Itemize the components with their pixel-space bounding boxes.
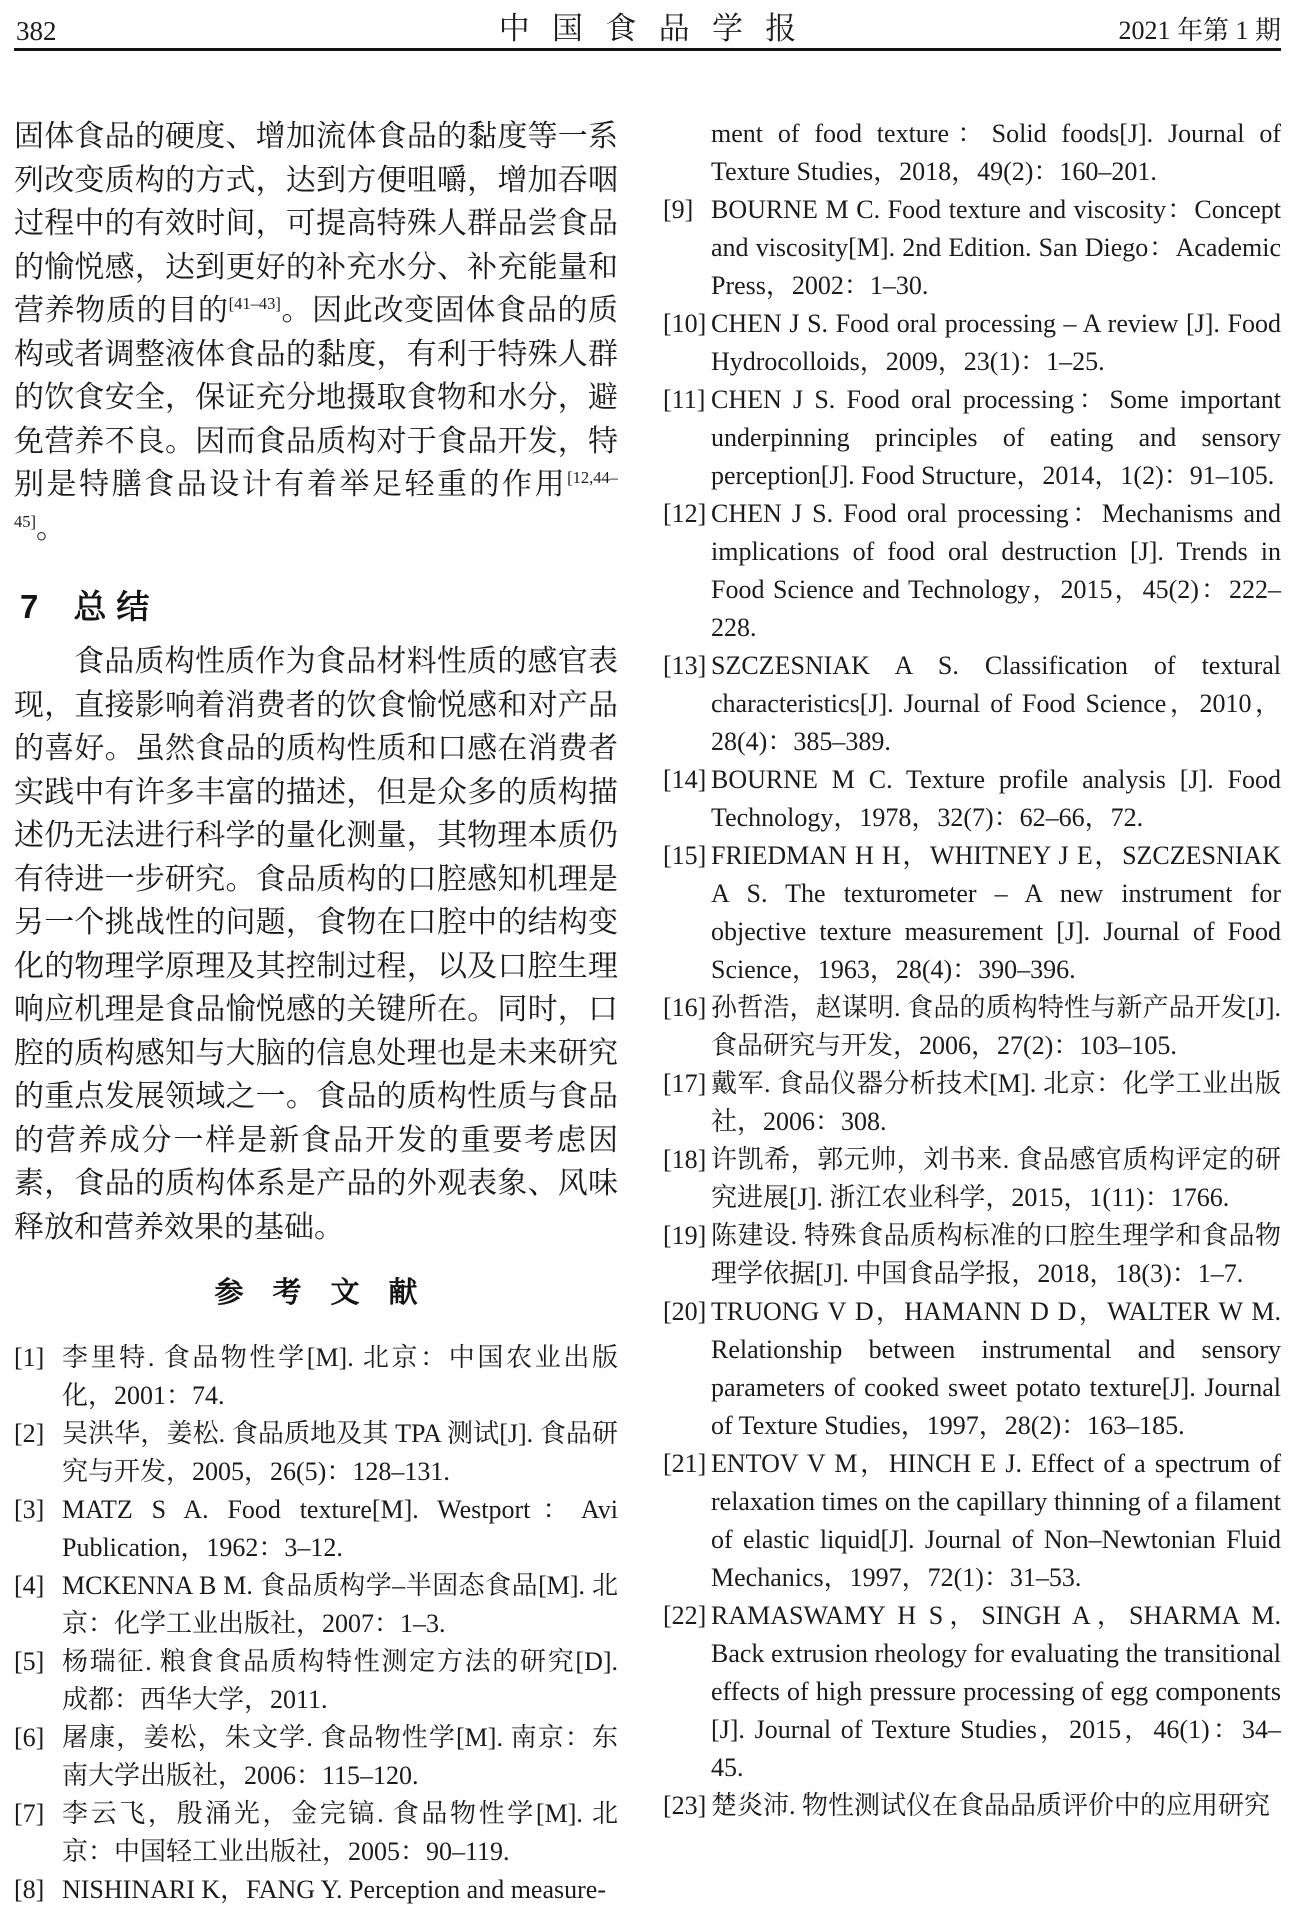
reference-text: CHEN J S. Food oral processing – A review [J]. Food Hydrocolloids，2009，23(1)：1–25. [711,309,1281,376]
page-number: 382 [16,16,57,46]
reference-item [663,115,1281,191]
reference-item [663,381,1281,495]
references-list-left [14,1339,618,1909]
reference-item [14,1719,618,1795]
references-heading: 参考文献 [214,1277,447,1309]
reference-number: [1] [14,1343,45,1372]
reference-number: [17] [663,1069,707,1098]
reference-text: NISHINARI K，FANG Y. Perception and measure- [62,1875,606,1904]
reference-number: [16] [663,993,707,1022]
reference-item [14,1871,618,1909]
reference-item [663,1065,1281,1141]
reference-number: [18] [663,1145,707,1174]
references-list-right [663,115,1281,1825]
reference-text: ment of food texture：Solid foods[J]. Journal of Texture Studies，2018，49(2)：160–201. [711,119,1281,186]
paragraph-summary: 食品质构性质作为食品材料性质的感官表现，直接影响着消费者的饮食愉悦感和对产品的喜好。虽然食品的质构性质和口感在消费者实践中有许多丰富的描述，但是众多的质构描述仍无法进行科学的量化测量，其物理本质仍有待进一步研究。食品质构的口腔感知机理是另一个挑战性的问题，食物在口腔中的结构变化的物理学原理及其控制过程，以及口腔生理响应机理是食品愉悦感的关键所在。同时，口腔的质构感知与大脑的信息处理也是未来研究的重点发展领域之一。食品的质构性质与食品的营养成分一样是新食品开发的重要考虑因素，食品的质构体系是产品的外观表象、风味释放和营养效果的基础。 [14,645,618,1244]
reference-text: 楚炎沛. 物性测试仪在食品品质评价中的应用研究 [711,1791,1271,1820]
reference-text: 杨瑞征. 粮食食品质构特性测定方法的研究[D]. 成都：西华大学，2011. [62,1647,618,1714]
reference-text: BOURNE M C. Texture profile analysis [J]. Food Technology，1978，32(7)：62–66，72. [711,765,1281,832]
reference-text: 屠康，姜松，朱文学. 食品物性学[M]. 南京：东南大学出版社，2006：115–120. [62,1723,618,1790]
reference-text: BOURNE M C. Food texture and viscosity：Concept and viscosity[M]. 2nd Edition. San Diego：Academic Press，2002：1–30. [711,195,1281,300]
left-column [14,115,618,1909]
reference-number: [8] [14,1875,45,1904]
reference-number: [10] [663,309,707,338]
reference-item [663,989,1281,1065]
reference-item [663,647,1281,761]
reference-item [14,1491,618,1567]
reference-number: [12] [663,499,707,528]
reference-item [663,305,1281,381]
reference-item [663,191,1281,305]
header-rule [14,48,1281,51]
reference-text: 戴军. 食品仪器分析技术[M]. 北京：化学工业出版社，2006：308. [711,1069,1281,1136]
reference-number: [22] [663,1601,707,1630]
reference-text: 孙哲浩，赵谋明. 食品的质构特性与新产品开发[J]. 食品研究与开发，2006，27(2)：103–105. [711,993,1281,1060]
reference-item [14,1567,618,1643]
paragraph-text: 。 [36,511,66,545]
reference-number: [23] [663,1791,707,1820]
text-columns [14,115,1281,1909]
section-title: 总结 [73,588,160,625]
reference-item [14,1643,618,1719]
reference-text: CHEN J S. Food oral processing：Some important underpinning principles of eating and sensory perception[J]. Food Structure，2014，1(2)：91–105. [711,385,1281,490]
reference-text: 吴洪华，姜松. 食品质地及其 TPA 测试[J]. 食品研究与开发，2005，26(5)：128–131. [62,1419,618,1486]
reference-number: [20] [663,1297,707,1326]
reference-item [14,1415,618,1491]
reference-text: TRUONG V D，HAMANN D D，WALTER W M. Relationship between instrumental and sensory parameters of cooked sweet potato texture[J]. Journal of Texture Studies，1997，28(2)：163–185. [711,1297,1281,1440]
reference-number: [14] [663,765,707,794]
reference-item [663,1141,1281,1217]
reference-number: [19] [663,1221,707,1250]
right-column [663,115,1281,1909]
reference-number: [13] [663,651,707,680]
reference-item [663,495,1281,647]
reference-text: 李云飞，殷涌光，金完镐. 食品物性学[M]. 北京：中国轻工业出版社，2005：90–119. [62,1799,618,1866]
reference-item [14,1339,618,1415]
reference-number: [21] [663,1449,707,1478]
reference-number: [2] [14,1419,45,1448]
reference-text: 陈建设. 特殊食品质构标准的口腔生理学和食品物理学依据[J]. 中国食品学报，2018，18(3)：1–7. [711,1221,1281,1288]
reference-item [663,1217,1281,1293]
reference-number: [15] [663,841,707,870]
reference-text: 李里特. 食品物性学[M]. 北京：中国农业出版化，2001：74. [62,1343,618,1410]
reference-number: [5] [14,1647,45,1676]
section-heading-summary [20,587,618,627]
journal-title: 中国食品学报 [498,11,819,46]
reference-item [14,1795,618,1871]
reference-text: RAMASWAMY H S，SINGH A，SHARMA M. Back extrusion rheology for evaluating the transitional effects of high pressure processing of egg components [J]. Journal of Texture Studies，2015，46(1)：34–45. [711,1601,1281,1782]
reference-item [663,1445,1281,1597]
reference-number: [9] [663,195,694,224]
reference-number: [6] [14,1723,45,1752]
reference-number: [11] [663,385,706,414]
reference-item [663,1293,1281,1445]
reference-text: 许凯希，郭元帅，刘书来. 食品感官质构评定的研究进展[J]. 浙江农业科学，2015，1(11)：1766. [711,1145,1281,1212]
reference-text: MATZ S A. Food texture[M]. Westport：Avi Publication，1962：3–12. [62,1495,618,1562]
reference-text: SZCZESNIAK A S. Classification of textural characteristics[J]. Journal of Food Science，2010，28(4)：385–389. [711,651,1281,756]
reference-item [663,1597,1281,1787]
paragraph-text: 固体食品的硬度、增加流体食品的黏度等一系列改变质构的方式，达到方便咀嚼，增加吞咽过程中的有效时间，可提高特殊人群品尝食品的愉悦感，达到更好的补充水分、补充能量和营养物质的目的 [14,120,618,327]
reference-text: CHEN J S. Food oral processing：Mechanisms and implications of food oral destruction [J]. Trends in Food Science and Technology，2015，45(2)：222–228. [711,499,1281,642]
reference-item [663,761,1281,837]
paragraph-texture-modification [14,115,618,550]
section-number: 7 [20,588,39,625]
reference-item [663,1787,1281,1825]
issue-info: 2021 年第 1 期 [1118,16,1281,45]
reference-number: [3] [14,1495,45,1524]
reference-item [663,837,1281,989]
reference-text: FRIEDMAN H H，WHITNEY J E，SZCZESNIAK A S. The texturometer – A new instrument for objective texture measurement [J]. Journal of Food Science，1963，28(4)：390–396. [711,841,1281,984]
paragraph-text: 。因此改变固体食品的质构或者调整液体食品的黏度，有利于特殊人群的饮食安全，保证充分地摄取食物和水分，避免营养不良。因而食品质构对于食品开发，特别是特膳食品设计有着举足轻重的作用 [14,294,619,501]
reference-text: MCKENNA B M. 食品质构学–半固态食品[M]. 北京：化学工业出版社，2007：1–3. [62,1571,618,1638]
citation-superscript: [41–43] [228,294,281,313]
reference-number: [4] [14,1571,45,1600]
reference-text: ENTOV V M，HINCH E J. Effect of a spectrum of relaxation times on the capillary thinning of a filament of elastic liquid[J]. Journal of Non–Newtonian Fluid Mechanics，1997，72(1)：31–53. [711,1449,1281,1592]
citation-superscript: [12,44–45] [14,468,618,531]
running-head [14,12,1281,46]
reference-number: [7] [14,1799,45,1828]
